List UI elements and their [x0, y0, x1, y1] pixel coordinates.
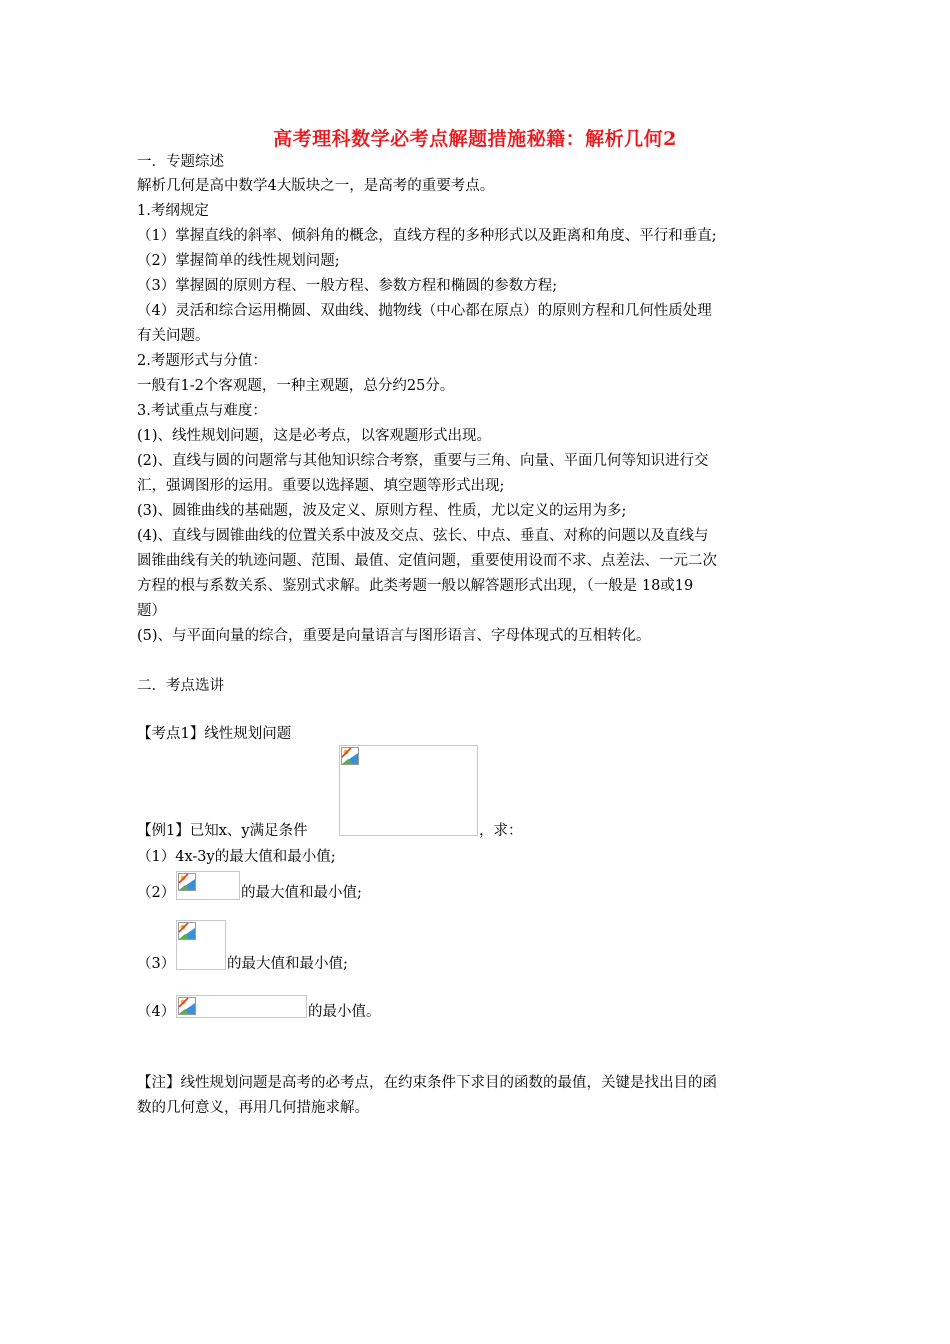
question-1: （1）4x-3y的最大值和最小值;	[137, 849, 336, 865]
outline-line: （4）灵活和综合运用椭圆、双曲线、抛物线（中心都在原点）的原则方程和几何性质处理	[137, 303, 712, 319]
section1-intro: 解析几何是高中数学4大版块之一，是高考的重要考点。	[137, 178, 495, 194]
outline-line: （2）掌握简单的线性规划问题;	[137, 253, 340, 269]
form-heading: 2.考题形式与分值：	[137, 353, 267, 369]
example1-lead: 【例1】已知x、y满足条件	[137, 823, 308, 839]
form-text: 一般有1-2个客观题，一种主观题，总分约25分。	[137, 378, 455, 394]
broken-image-icon	[341, 747, 359, 765]
focus-line: 方程的根与系数关系、鉴别式求解。此类考题一般以解答题形式出现，（一般是 18或19	[137, 578, 694, 594]
broken-image-icon	[178, 922, 196, 940]
outline-heading: 1.考纲规定	[137, 203, 209, 219]
outline-line: （1）掌握直线的斜率、倾斜角的概念，直线方程的多种形式以及距离和角度、平行和垂直;	[137, 228, 717, 244]
example1-tail: ，求：	[479, 823, 523, 839]
broken-image-q4-expression	[176, 995, 307, 1018]
focus-line: (3)、圆锥曲线的基础题，波及定义、原则方程、性质，尤以定义的运用为多;	[137, 503, 627, 519]
broken-image-icon	[178, 997, 196, 1015]
focus-line: (4)、直线与圆锥曲线的位置关系中波及交点、弦长、中点、垂直、对称的问题以及直线与	[137, 528, 709, 544]
question-3-suffix: 的最大值和最小值;	[227, 956, 348, 972]
question-2-suffix: 的最大值和最小值;	[241, 885, 362, 901]
focus-heading: 3.考试重点与难度：	[137, 403, 267, 419]
focus-line: (5)、与平面向量的综合，重要是向量语言与图形语言、字母体现式的互相转化。	[137, 628, 651, 644]
broken-image-constraints	[339, 745, 478, 836]
outline-line: （3）掌握圆的原则方程、一般方程、参数方程和椭圆的参数方程;	[137, 278, 558, 294]
question-3-prefix: （3）	[137, 956, 176, 972]
focus-line: (1)、线性规划问题，这是必考点，以客观题形式出现。	[137, 428, 492, 444]
section2-heading: 二．考点选讲	[137, 678, 224, 694]
question-2-prefix: （2）	[137, 885, 176, 901]
note-line: 数的几何意义，再用几何措施求解。	[137, 1100, 369, 1116]
note-line: 【注】线性规划问题是高考的必考点，在约束条件下求目的函数的最值，关键是找出目的函	[137, 1075, 717, 1091]
point1-heading: 【考点1】线性规划问题	[137, 726, 292, 742]
broken-image-q2-expression	[176, 871, 240, 900]
focus-line: 汇，强调图形的运用。重要以选择题、填空题等形式出现;	[137, 478, 505, 494]
question-4-suffix: 的最小值。	[308, 1004, 381, 1020]
focus-line: 题）	[137, 603, 166, 619]
focus-line: (2)、直线与圆的问题常与其他知识综合考察，重要与三角、向量、平面几何等知识进行交	[137, 453, 709, 469]
question-4-prefix: （4）	[137, 1004, 176, 1020]
document-title: 高考理科数学必考点解题措施秘籍：解析几何2	[273, 128, 677, 150]
section1-heading: 一．专题综述	[137, 154, 224, 170]
outline-line: 有关问题。	[137, 328, 210, 344]
broken-image-icon	[178, 873, 196, 891]
focus-line: 圆锥曲线有关的轨迹问题、范围、最值、定值问题，重要使用设而不求、点差法、一元二次	[137, 553, 717, 569]
broken-image-q3-expression	[176, 920, 226, 970]
